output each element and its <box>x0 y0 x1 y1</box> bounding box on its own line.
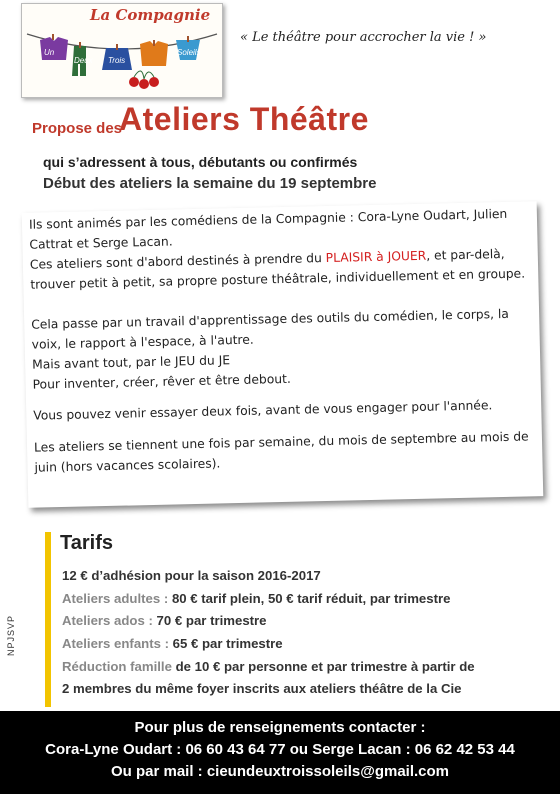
purpose-text-before: Ces ateliers sont d'abord destinés à prendre du <box>29 250 326 272</box>
tarif-famille-line2: 2 membres du même foyer inscrits aux ateliers théâtre de la Cie <box>62 681 462 696</box>
logo-word-soleils: Soleils <box>177 48 201 57</box>
tagline: « Le théâtre pour accrocher la vie ! » <box>240 30 487 45</box>
subtitle-start-date: Début des ateliers la semaine du 19 septembre <box>43 175 377 192</box>
tarif-adhesion: 12 € d’adhésion pour la saison 2016-2017 <box>62 568 321 583</box>
tarif-ados-value: 70 € par trimestre <box>152 613 267 628</box>
footer-email: Ou par mail : cieundeuxtroissoleils@gmail.com <box>110 763 450 780</box>
contact-footer <box>0 711 560 794</box>
logo-word-deux: Deux <box>74 56 93 65</box>
paragraph-essai: Vous pouvez venir essayer deux fois, avant de vous engager pour l'année. <box>33 398 493 423</box>
page-title: Ateliers Théâtre <box>119 101 369 137</box>
logo-word-trois: Trois <box>108 56 126 65</box>
footer-contact-heading: Pour plus de renseignements contacter : <box>134 719 426 736</box>
tarif-adultes <box>62 591 450 606</box>
footer-phones: Cora-Lyne Oudart : 06 60 43 64 77 ou Serge Lacan : 06 62 42 53 44 <box>45 741 515 758</box>
logo-word-un: Un <box>44 48 55 57</box>
tarif-ados <box>62 613 267 628</box>
paragraph-training: Cela passe par un travail d'apprentissage des outils du comédien, le corps, la voix, le rapport à l'espace, à l'autre. <box>31 306 509 352</box>
purpose-text-after: , et par-delà, trouver petit à petit, sa propre posture théâtrale, individuellement et en groupe. <box>30 246 526 292</box>
description-card <box>22 201 544 508</box>
tarif-famille-label: Réduction famille <box>62 659 172 674</box>
tarif-famille-value: de 10 € par personne et par trimestre à partir de <box>171 659 475 674</box>
tarif-famille <box>62 659 475 674</box>
paragraph-animators: Ils sont animés par les comédiens de la Compagnie : Cora-Lyne Oudart, Julien Cattrat et Serge Lacan. <box>28 206 508 252</box>
tarif-enfants-value: 65 € par trimestre <box>169 636 283 651</box>
propose-label: Propose des <box>32 120 123 137</box>
subtitle-audience: qui s’adressent à tous, débutants ou confirmés <box>43 154 358 170</box>
tarifs-accent-bar <box>45 532 51 707</box>
paragraph-inventer: Pour inventer, créer, rêver et être debout. <box>32 371 291 392</box>
tarifs-heading: Tarifs <box>60 532 113 554</box>
company-logo <box>21 3 223 98</box>
tarif-enfants-label: Ateliers enfants : <box>62 636 169 651</box>
plaisir-highlight: PLAISIR à JOUER <box>325 248 427 265</box>
tarif-adultes-value: 80 € tarif plein, 50 € tarif réduit, par trimestre <box>168 591 451 606</box>
side-note: NPJSVP <box>6 614 16 656</box>
tarif-enfants <box>62 636 283 651</box>
paragraph-jeu: Mais avant tout, par le JEU du JE <box>32 353 231 372</box>
tarif-ados-label: Ateliers ados : <box>62 613 153 628</box>
logo-text: La Compagnie <box>90 6 211 24</box>
tarif-adultes-label: Ateliers adultes : <box>62 591 169 606</box>
paragraph-schedule: Les ateliers se tiennent une fois par semaine, du mois de septembre au mois de juin (hors vacances scolaires). <box>33 429 529 475</box>
